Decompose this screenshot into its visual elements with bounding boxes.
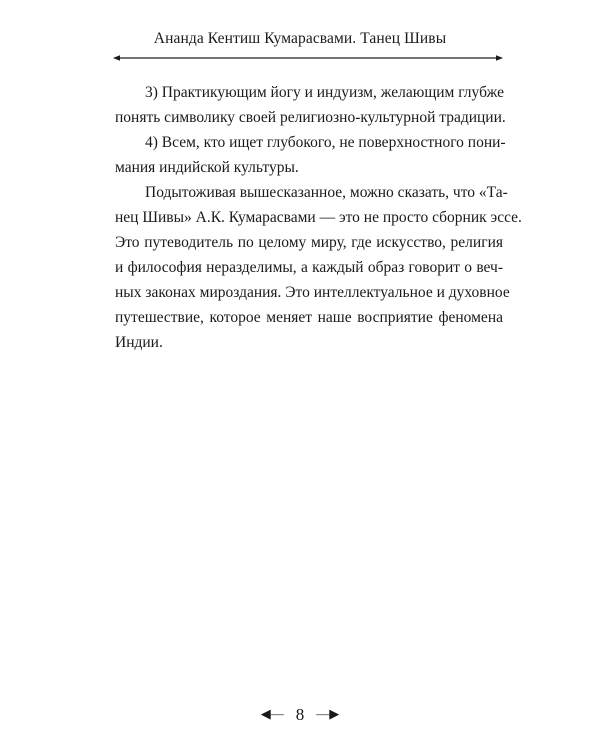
list-item-line: 3) Практикующим йогу и индуизм, желающим глубже	[145, 84, 504, 101]
list-item	[115, 80, 506, 130]
page-number-footer	[0, 705, 600, 725]
paragraph	[115, 180, 522, 355]
list-item-line: 4) Всем, кто ищет глубокого, не поверхностного пони-	[145, 134, 506, 151]
arrow-right-icon: —▶	[316, 706, 340, 721]
paragraph-line: ных законах мироздания. Это интеллектуальное и духовное	[115, 284, 510, 301]
paragraph-line: нец Шивы» А.К. Кумарасвами — это не просто сборник эссе.	[115, 209, 522, 226]
paragraph-line: Индии.	[115, 334, 163, 351]
list-item	[115, 130, 506, 180]
page-number: 8	[295, 705, 305, 724]
header-rule	[113, 55, 503, 61]
paragraph-line: путешествие, которое меняет наше восприятие феномена	[115, 309, 503, 326]
summary-paragraph	[115, 180, 522, 355]
paragraph-line: Подытоживая вышесказанное, можно сказать, что «Та-	[145, 184, 508, 201]
paragraph-line: и философия неразделимы, а каждый образ говорит о веч-	[115, 259, 503, 276]
arrow-left-icon: ◀—	[260, 706, 284, 721]
audience-list	[115, 80, 506, 180]
ornament-rule-icon	[113, 55, 503, 61]
list-item-line: понять символику своей религиозно-культурной традиции.	[115, 109, 506, 126]
paragraph-line: Это путеводитель по целому миру, где искусство, религия	[115, 234, 503, 251]
list-item-line: мания индийской культуры.	[115, 159, 299, 176]
running-head: Ананда Кентиш Кумарасвами. Танец Шивы	[153, 30, 447, 47]
